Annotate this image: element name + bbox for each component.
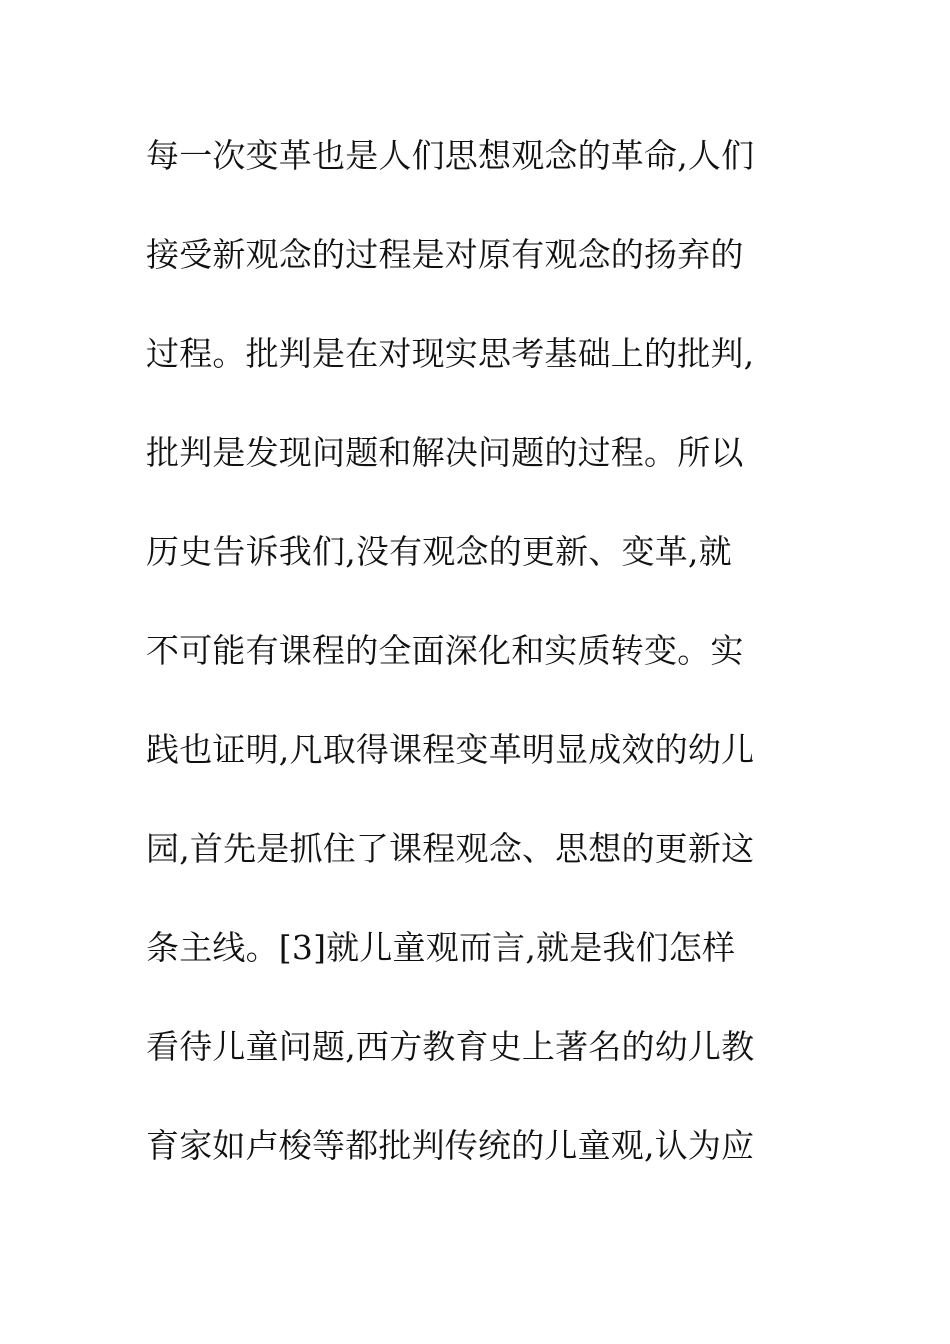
text-line: 条主线。[3]就儿童观而言,就是我们怎样 <box>146 928 736 967</box>
text-line: 接受新观念的过程是对原有观念的扬弃的 <box>146 235 744 274</box>
text-line: 不可能有课程的全面深化和实质转变。实 <box>146 631 744 670</box>
text-line: 每一次变革也是人们思想观念的革命,人们 <box>146 136 755 175</box>
text-line: 园,首先是抓住了课程观念、思想的更新这 <box>146 829 755 868</box>
text-line: 看待儿童问题,西方教育史上著名的幼儿教 <box>146 1027 755 1066</box>
text-line: 过程。批判是在对现实思考基础上的批判, <box>146 334 755 373</box>
text-line: 批判是发现问题和解决问题的过程。所以 <box>146 433 744 472</box>
body-text <box>146 126 826 1215</box>
text-line: 历史告诉我们,没有观念的更新、变革,就 <box>146 532 732 571</box>
text-line: 践也证明,凡取得课程变革明显成效的幼儿 <box>146 730 755 769</box>
text-line: 育家如卢梭等都批判传统的儿童观,认为应 <box>146 1126 755 1165</box>
